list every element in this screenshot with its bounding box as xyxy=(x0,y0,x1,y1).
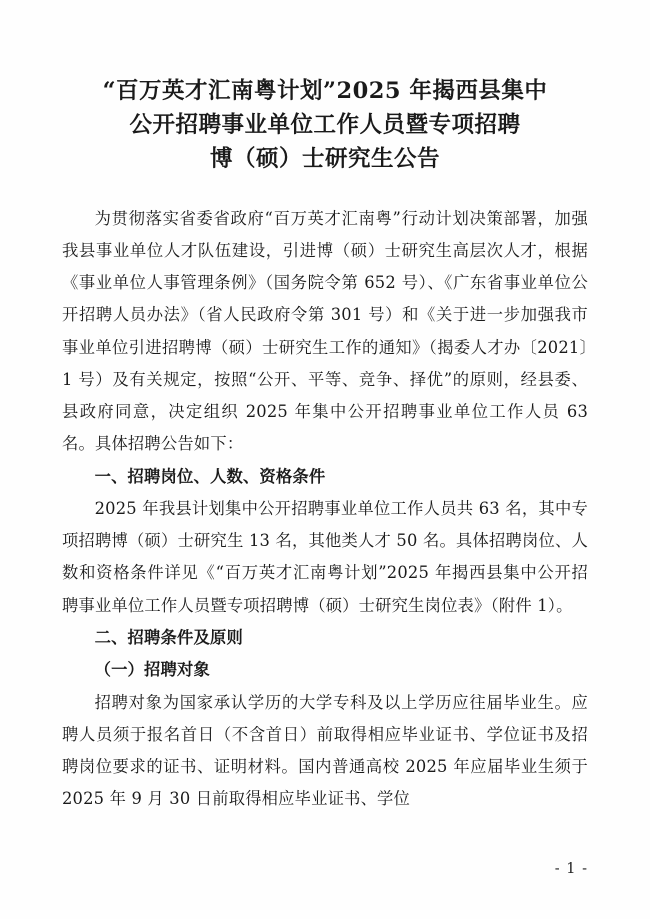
document-body xyxy=(62,203,588,816)
title-line-1: “百万英才汇南粤计划”2025 年揭西县集中 xyxy=(102,78,548,104)
section-heading-2: 二、招聘条件及原则 xyxy=(94,628,243,648)
paragraph-positions: 2025 年我县计划集中公开招聘事业单位工作人员共 63 名，其中专项招聘博（硕）士研究生 13 名，其他类人才 50 名。具体招聘岗位、人数和资格条件详见《“百万英才汇南粤计划”2025 年揭西县集中公开招聘事业单位工作人员暨专项招聘博（硕）士研究生岗位表》（附件 1）。 xyxy=(62,498,588,615)
sub-heading-1: （一）招聘对象 xyxy=(94,660,210,680)
paragraph-applicants: 招聘对象为国家承认学历的大学专科及以上学历应往届毕业生。应聘人员须于报名首日（不含首日）前取得相应毕业证书、学位证书及招聘岗位要求的证书、证明材料。国内普通高校 2025 年应届毕业生须于 2025 年 9 月 30 日前取得相应毕业证书、学位 xyxy=(62,692,588,809)
page-number: - 1 - xyxy=(554,861,588,877)
paragraph-intro: 为贯彻落实省委省政府“百万英才汇南粤”行动计划决策部署，加强我县事业单位人才队伍建设，引进博（硕）士研究生高层次人才，根据《事业单位人事管理条例》（国务院令第 652 号）、《广东省事业单位公开招聘人员办法》（省人民政府令第 301 号）和《关于进一步加强我市事业单位引进招聘博（硕）士研究生工作的通知》（揭委人才办〔2021〕1 号）及有关规定，按照“公开、平等、竞争、择优”的原则，经县委、县政府同意，决定组织 2025 年集中公开招聘事业单位工作人员 63 名。具体招聘公告如下： xyxy=(62,208,588,454)
page-title xyxy=(70,74,580,177)
section-heading-1: 一、招聘岗位、人数、资格条件 xyxy=(94,466,326,486)
title-line-3: 博（硕）士研究生公告 xyxy=(209,146,440,173)
title-line-2: 公开招聘事业单位工作人员暨专项招聘 xyxy=(129,112,521,139)
